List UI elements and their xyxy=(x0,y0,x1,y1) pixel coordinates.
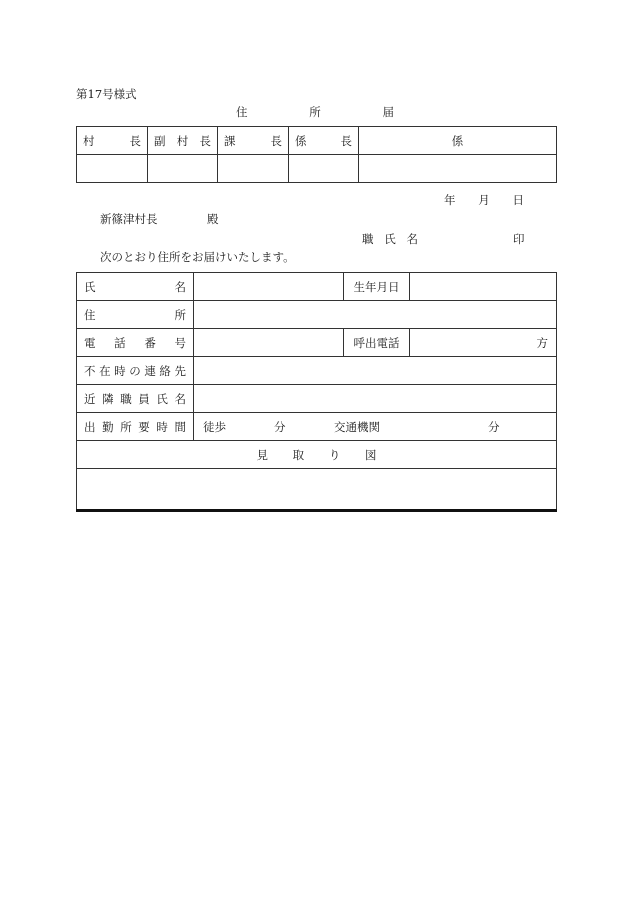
approval-stamp-subsection-chief xyxy=(289,155,359,183)
date-line: 年 月 日 xyxy=(444,193,524,207)
phone-field[interactable] xyxy=(194,329,344,357)
addressee-name: 新篠津村長 xyxy=(100,212,158,226)
approval-stamp-deputy-head xyxy=(148,155,218,183)
intro-text: 次のとおり住所をお届けいたします。 xyxy=(100,250,295,264)
birthdate-label: 生年月日 xyxy=(344,273,410,301)
approval-header-section-chief: 課 長 xyxy=(218,127,289,155)
birthdate-field[interactable] xyxy=(410,273,557,301)
commute-label: 出 勤 所 要 時 間 xyxy=(77,413,194,441)
registration-table xyxy=(76,272,557,512)
map-area[interactable] xyxy=(77,469,557,511)
call-suffix: 方 xyxy=(536,335,548,350)
form-title: 住 所 届 xyxy=(236,105,394,119)
approval-stamp-staff xyxy=(359,155,557,183)
approval-header-village-head: 村 長 xyxy=(77,127,148,155)
approval-table xyxy=(76,126,557,183)
name-label: 氏 名 xyxy=(77,273,194,301)
addressee-honorific: 殿 xyxy=(207,212,219,226)
neighbor-staff-field[interactable] xyxy=(194,385,557,413)
commute-field[interactable] xyxy=(194,413,557,441)
form-number: 第17号様式 xyxy=(76,87,137,101)
call-phone-field[interactable] xyxy=(410,329,557,357)
absent-contact-field[interactable] xyxy=(194,357,557,385)
approval-stamp-village-head xyxy=(77,155,148,183)
walk-label: 徒歩 xyxy=(203,420,226,434)
address-field[interactable] xyxy=(194,301,557,329)
address-label: 住 所 xyxy=(77,301,194,329)
signature-label: 職 氏 名 xyxy=(362,232,418,246)
approval-header-staff: 係 xyxy=(359,127,557,155)
absent-contact-label: 不 在 時 の 連 絡 先 xyxy=(77,357,194,385)
map-header: 見 取 り 図 xyxy=(77,441,557,469)
neighbor-staff-label: 近 隣 職 員 氏 名 xyxy=(77,385,194,413)
transit-minutes-label: 分 xyxy=(488,420,500,434)
call-phone-label: 呼出電話 xyxy=(344,329,410,357)
transit-label: 交通機関 xyxy=(334,420,380,434)
seal-mark: 印 xyxy=(513,232,525,246)
approval-stamp-section-chief xyxy=(218,155,289,183)
approval-header-subsection-chief: 係 長 xyxy=(289,127,359,155)
name-field[interactable] xyxy=(194,273,344,301)
walk-minutes-label: 分 xyxy=(274,420,286,434)
approval-header-deputy-head: 副 村 長 xyxy=(148,127,218,155)
phone-label: 電 話 番 号 xyxy=(77,329,194,357)
